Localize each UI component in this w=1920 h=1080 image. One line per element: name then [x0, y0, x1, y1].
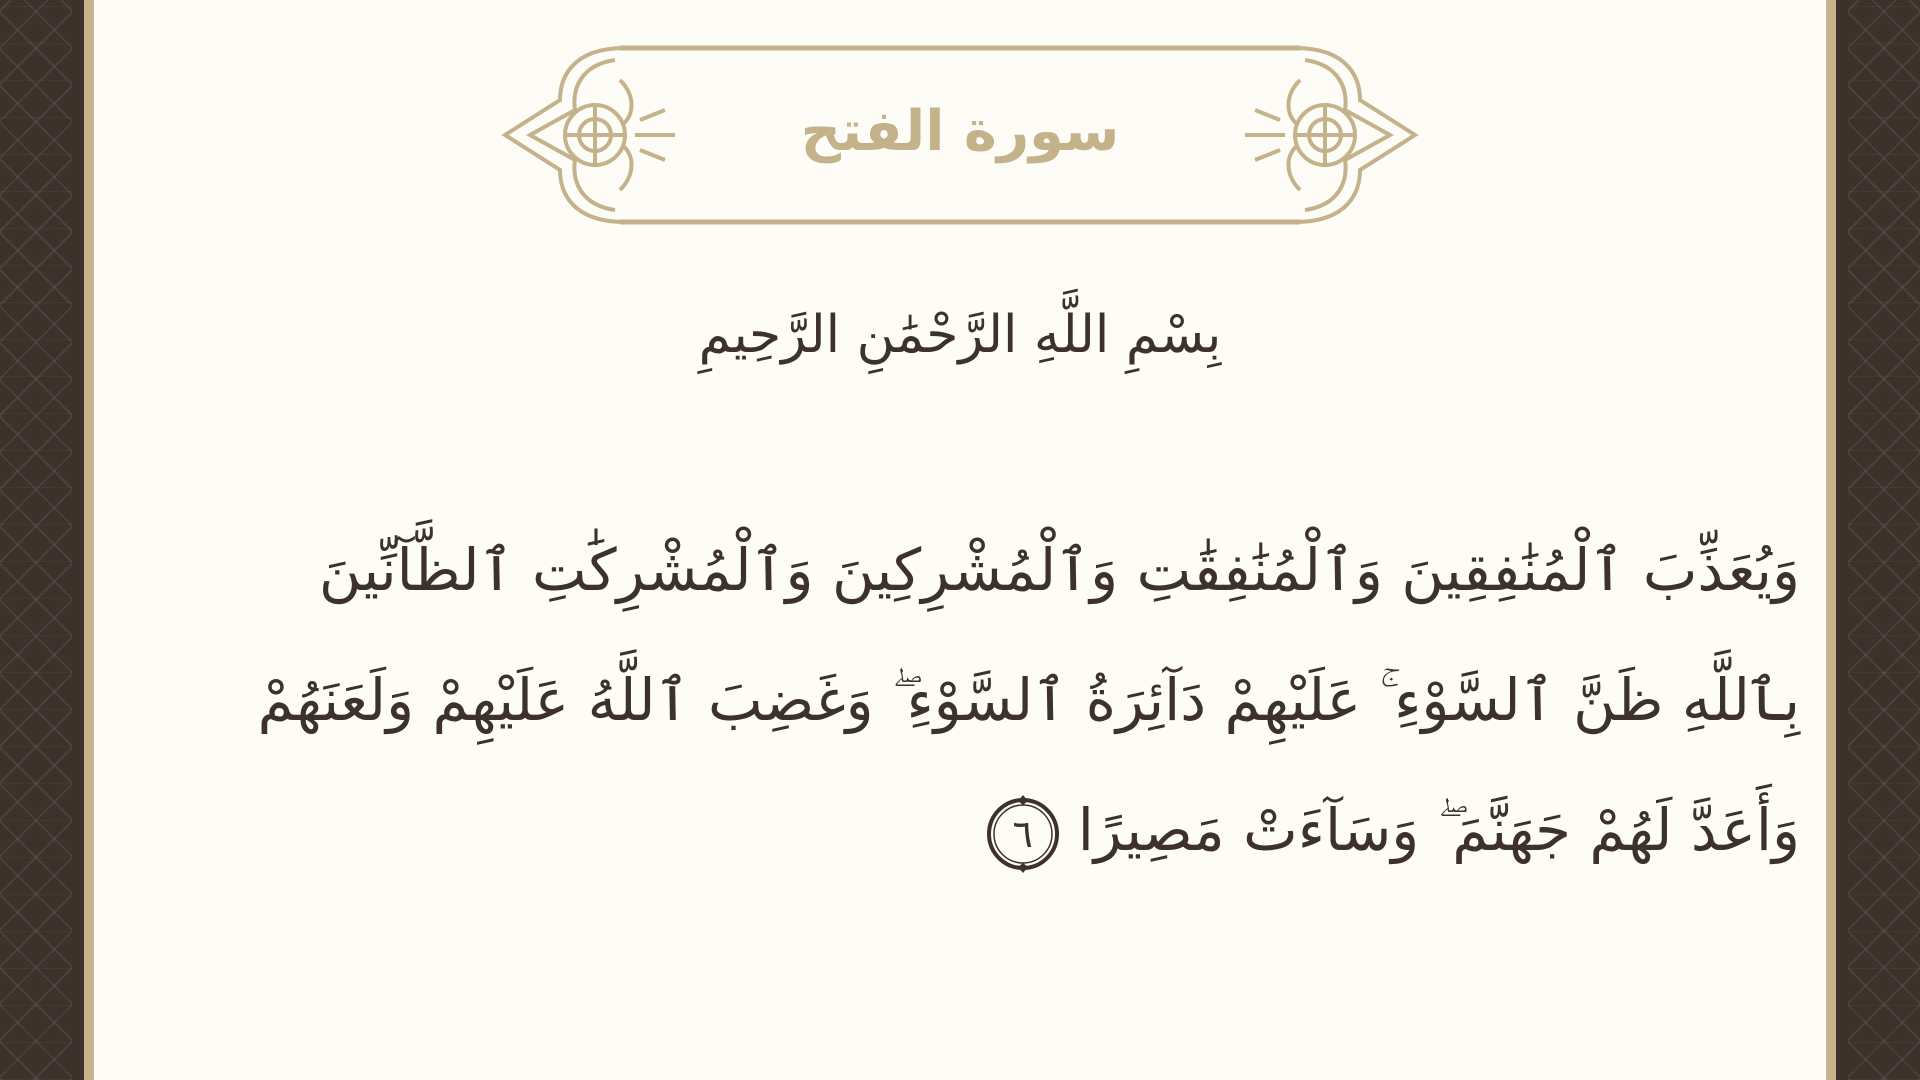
verse-line-last: [220, 765, 1800, 895]
verse-text: [220, 505, 1800, 895]
left-border-pattern: [0, 0, 72, 1080]
right-border-pattern: [1848, 0, 1920, 1080]
ayah-number-marker: [982, 793, 1064, 875]
surah-title: سورة الفتح: [800, 99, 1120, 164]
verse-line: وَيُعَذِّبَ ٱلْمُنَٰفِقِينَ وَٱلْمُنَٰفِقَٰتِ وَٱلْمُشْرِكِينَ وَٱلْمُشْرِكَٰتِ ٱلظَّآنِّينَ: [318, 536, 1800, 604]
surah-title-frame: [500, 40, 1420, 230]
basmala: بِسْمِ اللَّهِ الرَّحْمَٰنِ الرَّحِيمِ: [698, 305, 1222, 365]
left-gold-rule: [84, 0, 94, 1080]
right-ornament-icon: [1245, 48, 1415, 222]
ayah-number: ٦: [1012, 811, 1033, 856]
verse-line: بِٱللَّهِ ظَنَّ ٱلسَّوْءِ ۚ عَلَيْهِمْ دَآئِرَةُ ٱلسَّوْءِ ۖ وَغَضِبَ ٱللَّهُ عَلَيْهِمْ وَلَعَنَهُمْ: [257, 666, 1800, 734]
verse-line-text: وَأَعَدَّ لَهُمْ جَهَنَّمَ ۖ وَسَآءَتْ مَصِيرًا: [1077, 796, 1800, 864]
left-ornament-icon: [505, 48, 675, 222]
right-gold-rule: [1826, 0, 1836, 1080]
